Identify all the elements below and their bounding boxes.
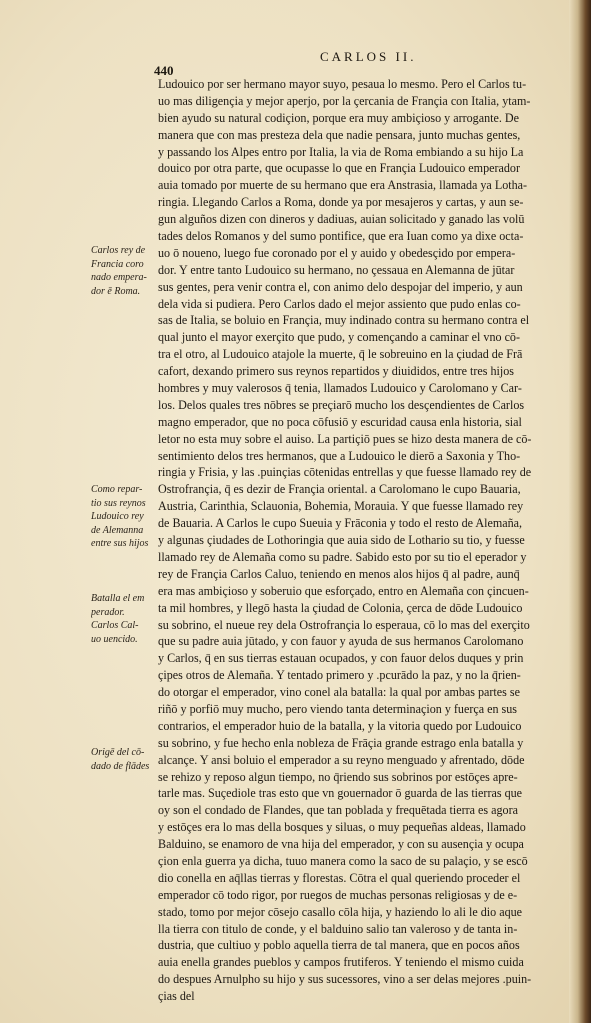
text-line: sus gentes, pera venir contra el, con animo delo despojar del imperio, y aun: [158, 279, 523, 294]
text-line: Ostrofrançia, q̄ es dezir de Françia oriental. a Carolomano le cupo Bauaria,: [158, 482, 521, 497]
text-line: manera que con mas presteza dela que nadie pensara, junto muchas gentes,: [158, 127, 521, 142]
text-line: ringia y Frisia, y las .puinçias cōtenidas entrellas y que fuesse llamado rey de: [158, 465, 532, 480]
text-line: dio conella en aq̄llas tierras y florestas. Cōtra el qual queriendo proceder el: [158, 870, 521, 885]
text-line: ringia. Llegando Carlos a Roma, donde ya por mesajeros y cartas, y aun se-: [158, 195, 524, 210]
text-line: Ludouico por ser hermano mayor suyo, pesaua lo mesmo. Pero el Carlos tu-: [158, 77, 527, 91]
text-line: de Bauaria. A Carlos le cupo Sueuia y Frāconia y todo el resto de Alemaña,: [158, 516, 523, 531]
text-line: çion enla guerra ya dicha, tuuo manera como la saco de su palaçio, y se escō: [158, 853, 528, 868]
margin-note-3: [91, 592, 161, 646]
text-line: y estōçes era lo mas della bosques y siluas, o muy pequeñas aldeas, llamado: [158, 820, 526, 835]
text-line: bien ayudo su natural codiçion, porque era muy ambiçioso y arrogante. De: [158, 110, 520, 125]
text-line: que su padre auia jūtado, y con fauor y ayuda de sus hermanos Carolomano: [158, 634, 524, 649]
text-line: Austria, Carinthia, Sclauonia, Bohemia, Morauia. Y que fuesse llamado rey: [158, 499, 524, 514]
page-number: 440: [154, 63, 174, 78]
text-line: y algunas çiudades de Lothoringia que auia sido de Lothario su tio, y fuesse: [158, 533, 525, 548]
text-line: magno emperador, que no poca cōfusiō y escuridad causa enla historia, sial: [158, 414, 522, 429]
text-line: hombres y muy valerosos q̄ tenia, llamados Ludouico y Carolomano y Car-: [158, 381, 522, 396]
book-spine: [569, 0, 591, 1023]
margin-note-line: Francia coro: [91, 258, 144, 270]
text-line: se rehizo y reposo algun tiempo, no q̄riendo sus sobrinos por estōçes apre-: [158, 769, 518, 784]
text-line: douico por otra parte, que ocupasse lo que en Françia Ludouico emperador: [158, 161, 521, 176]
margin-note-line: entre sus hijos: [91, 538, 149, 549]
text-line: contrarios, el emperador huio de la batalla, y la vitoria quedo por Ludouico: [158, 718, 522, 733]
margin-note-line: Carlos rey de: [91, 245, 146, 256]
text-line: ta mil hombres, y llegō hasta la çiudad de Colonia, çerca de dōde Ludouico: [158, 600, 523, 615]
text-line: rey de Françia Carlos Caluo, teniendo en menos alos hijos q̄ al padre, aunq̄: [158, 566, 520, 581]
margin-note-4: [91, 746, 161, 773]
text-line: dela vida si pudiera. Pero Carlos dado el mejor assiento que pudo enlas co-: [158, 296, 521, 311]
text-line: emperador cō todo rigor, por ruegos de muchas personas religiosas y de e-: [158, 887, 518, 902]
text-line: çias del: [158, 989, 195, 1004]
margin-note-line: nado empera-: [91, 272, 147, 283]
text-line: riñō y porfiō muy mucho, pero viendo tanta determinaçion y fuerça en sus: [158, 701, 518, 716]
text-line: uo ō noueno, luego fue coronado por el y auido y obedesçido por empera-: [158, 245, 516, 260]
page-header: [150, 49, 570, 78]
text-line: su sobrino, el nueue rey dela Ostrofrançia lo esperaua, cō lo mas del exerçito: [158, 617, 530, 632]
text-line: su sobrino, y fue hecho enla nobleza de Frāçia grande estrago enla batalla y: [158, 735, 524, 750]
margin-note-line: tio sus reynos: [91, 497, 146, 509]
text-line: dustria, que cultiuo y poblo aquella tierra de tal manera, que en pocos años: [158, 938, 520, 953]
margin-note-line: Ludouico rey: [91, 511, 144, 522]
running-head: CARLOS II.: [320, 49, 417, 64]
text-line: qual junto el mayor exerçito que pudo, y començando a caminar el vno cō-: [158, 330, 521, 345]
text-line: sentimiento delos tres hermanos, que a Ludouico le dierō a Saxonia y Tho-: [158, 448, 521, 463]
text-line: y Carlos, q̄ en sus tierras estauan ocupados, y con fauor delos duques y prin: [158, 651, 524, 666]
text-line: çipes otros de Alemaña. Y tentado primero y .pcurādo la paz, y no la q̄rien-: [158, 668, 521, 683]
text-line: do otorgar el emperador, vino conel ala batalla: la qual por ambas partes se: [158, 685, 520, 700]
margin-note-line: uo uencido.: [91, 633, 138, 645]
text-line: tra el otro, al Ludouico atajole la muerte, q̄ le sobreuino en la çiudad de Frā: [158, 347, 523, 362]
margin-note-line: dado de flādes: [91, 760, 150, 772]
text-line: sas de Italia, se boluio en Françia, muy indinado contra su hermano contra el: [158, 313, 530, 328]
main-text-block: [158, 76, 570, 1005]
margin-note-line: dor ē Roma.: [91, 285, 141, 297]
text-line: oy son el condado de Flandes, que tan poblada y frequētada tierra es agora: [158, 803, 518, 818]
margin-note-line: perador.: [91, 606, 125, 618]
text-line: stado, tomo por mejor cōsejo casallo cōla hija, y haziendo lo ali le dio aque: [158, 904, 523, 919]
margin-note-1: [91, 244, 161, 298]
margin-note-line: Batalla el em: [91, 593, 145, 604]
text-line: cafort, dexando primero sus reynos repartidos y diuididos, entre tres hijos: [158, 364, 515, 379]
margin-note-line: Como repar-: [91, 484, 143, 495]
margin-note-line: Carlos Cal-: [91, 620, 139, 631]
margin-note-line: de Alemanna: [91, 524, 144, 536]
margin-note-line: Origē del cō-: [91, 747, 145, 758]
text-line: auia enella grandes pueblos y campos frutiferos. Y teniendo el mismo cuida: [158, 955, 524, 970]
text-line: alcançe. Y ansi boluio el emperador a su reyno menguado y afrentado, dōde: [158, 752, 525, 767]
text-line: Balduino, se enamoro de vna hija del emperador, y con su ausençia y ocupa: [158, 837, 524, 852]
text-line: llamado rey de Alemaña como su padre. Sabido esto por su tio el eperador y: [158, 549, 527, 564]
text-line: lla tierra con titulo de conde, y el balduino salio tan valeroso y de tanta in-: [158, 921, 518, 936]
text-line: era mas ambiçioso y soberuio que esforçado, entro en Alemaña con çincuen-: [158, 583, 529, 598]
text-line: uo mas diligençia y mejor aperjo, por la çercania de Françia con Italia, ytam-: [158, 93, 531, 108]
text-line: tarle mas. Suçediole tras esto que vn gouernador ō guarda de las tierras que: [158, 786, 523, 801]
text-line: do despues Arnulpho su hijo y sus sucessores, vino a ser delas mejores .puin-: [158, 972, 532, 987]
text-line: tades delos Romanos y del sumo pontifice, que era Iuan como ya dixe octa-: [158, 229, 524, 244]
text-line: los. Delos quales tres nōbres se preçiarō mucho los desçendientes de Carlos: [158, 397, 525, 412]
margin-note-2: [91, 483, 161, 551]
text-line: dor. Y entre tanto Ludouico su hermano, no çessaua en Alemanna de jūtar: [158, 262, 515, 277]
text-line: y passando los Alpes entro por Italia, la via de Roma embiando a su hijo La: [158, 144, 524, 159]
text-line: auia tomado por muerte de su hermano que era Anstrasia, llamada ya Lotha-: [158, 178, 528, 193]
text-line: gun alguños dizen con dineros y dadiuas, auian solicitado y ganado las volū: [158, 212, 525, 227]
text-line: letor no esta muy sobre el auiso. La partiçiō pues se hizo desta manera de cō-: [158, 431, 532, 446]
